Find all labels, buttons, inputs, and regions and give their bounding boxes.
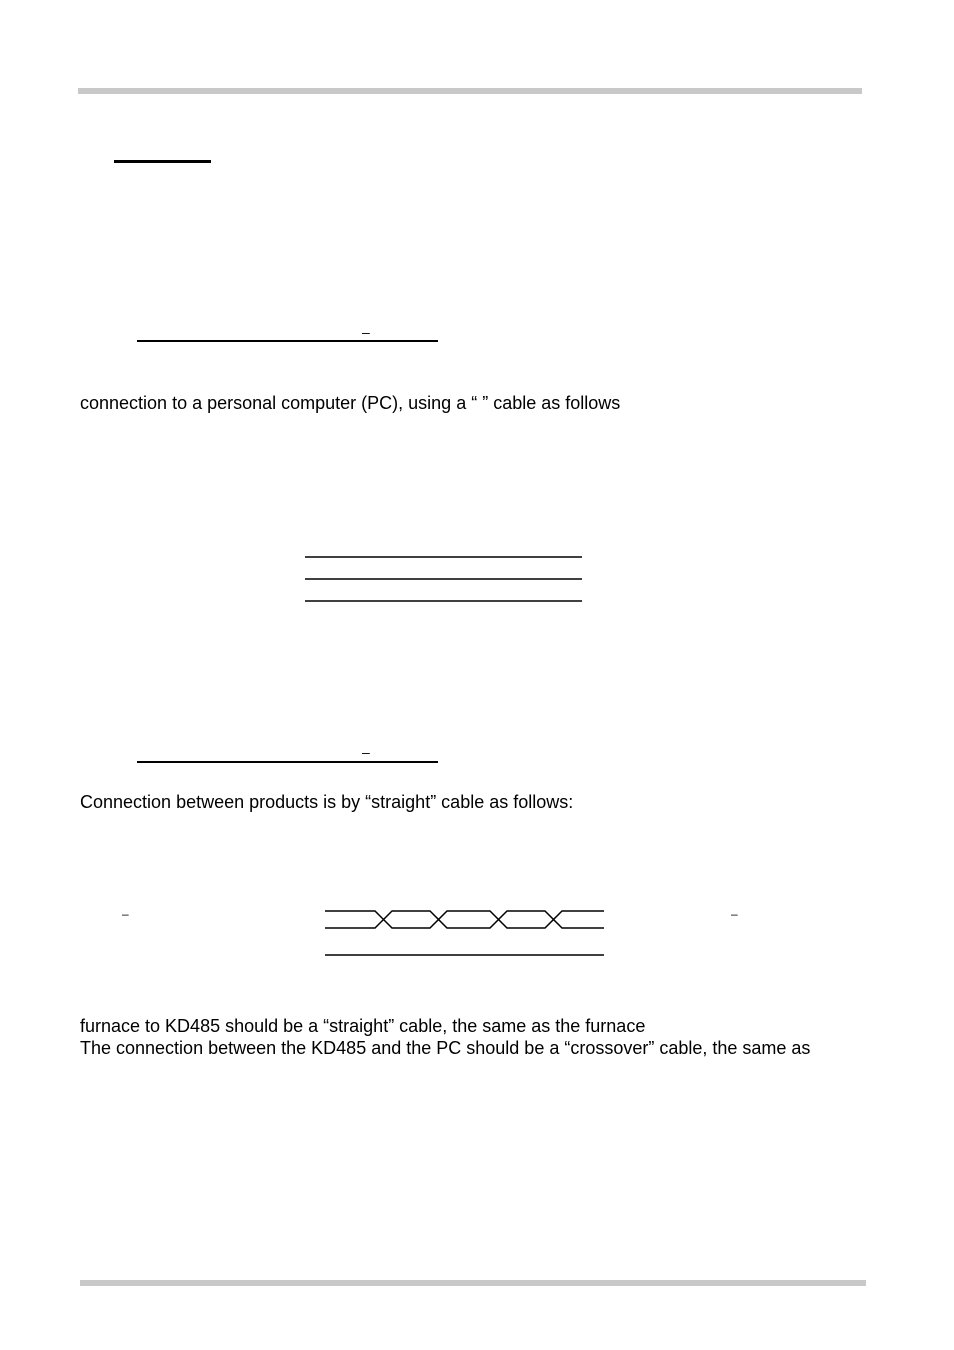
twisted-pair-wire-b xyxy=(325,911,604,928)
section-pc-heading-dash: – xyxy=(362,324,370,340)
products-left-dash: – xyxy=(122,907,129,921)
section-products-heading-dash: – xyxy=(362,744,370,760)
notes-line-1: furnace to KD485 should be a “straight” cable, the same as the furnace xyxy=(80,1016,646,1036)
footer-bar xyxy=(80,1280,866,1286)
section-products-heading-rule xyxy=(137,761,438,763)
twisted-pair xyxy=(325,911,604,928)
twisted-pair-wire-a xyxy=(325,911,604,928)
section-pc-intro-text: connection to a personal computer (PC), using a “ ” cable as follows xyxy=(80,393,621,413)
section-products-intro-text: Connection between products is by “straight” cable as follows: xyxy=(80,792,574,812)
header-bar xyxy=(78,88,862,94)
heading-underline xyxy=(114,160,211,163)
products-right-dash: – xyxy=(731,907,738,921)
notes-line-2: The connection between the KD485 and the PC should be a “crossover” cable, the same as xyxy=(80,1038,811,1058)
section-pc-heading-rule xyxy=(137,340,438,342)
